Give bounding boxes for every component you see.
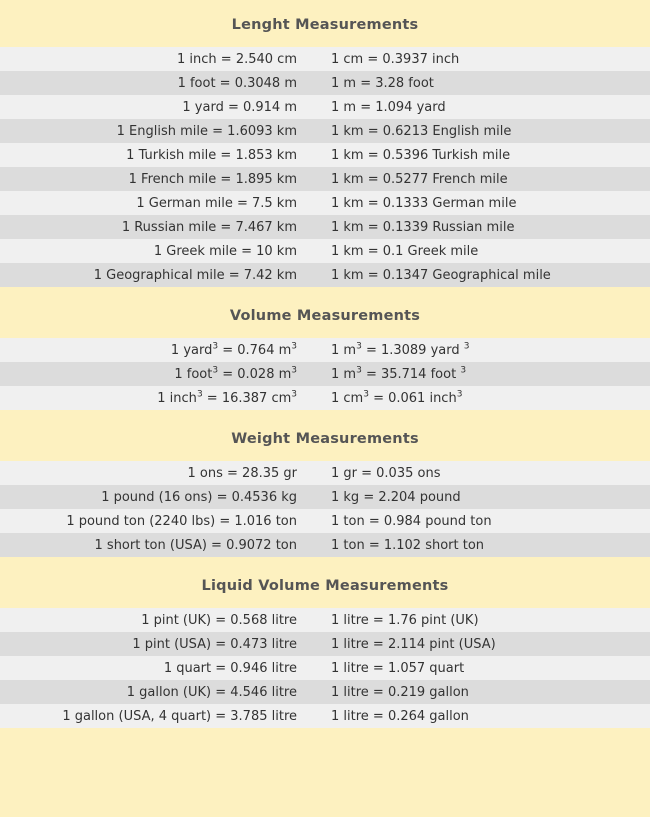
conversion-forward: 1 pound ton (2240 lbs) = 1.016 ton bbox=[0, 509, 325, 533]
conversion-forward: 1 gallon (UK) = 4.546 litre bbox=[0, 680, 325, 704]
conversion-forward: 1 inch = 2.540 cm bbox=[0, 47, 325, 71]
table-row bbox=[0, 362, 650, 386]
section-title: Weight Measurements bbox=[0, 414, 650, 461]
table-row bbox=[0, 167, 650, 191]
conversion-forward: 1 pint (USA) = 0.473 litre bbox=[0, 632, 325, 656]
conversion-forward: 1 foot$^3$ = 0.028 $m^3$ bbox=[0, 362, 325, 386]
conversion-table bbox=[0, 461, 650, 557]
conversion-reverse: 1 km = 0.6213 English mile bbox=[325, 119, 650, 143]
conversion-reverse: 1 litre = 1.057 quart bbox=[325, 656, 650, 680]
conversion-forward: 1 Geographical mile = 7.42 km bbox=[0, 263, 325, 287]
table-row bbox=[0, 632, 650, 656]
conversion-forward: 1 pound (16 ons) = 0.4536 kg bbox=[0, 485, 325, 509]
table-row bbox=[0, 656, 650, 680]
conversion-reverse: 1 km = 0.1333 German mile bbox=[325, 191, 650, 215]
conversion-forward: 1 inch$^3$ = 16.387 $cm^3$ bbox=[0, 386, 325, 410]
table-row bbox=[0, 386, 650, 410]
conversion-reverse: 1 ton = 0.984 pound ton bbox=[325, 509, 650, 533]
table-row bbox=[0, 119, 650, 143]
conversion-forward: 1 English mile = 1.6093 km bbox=[0, 119, 325, 143]
conversion-forward: 1 German mile = 7.5 km bbox=[0, 191, 325, 215]
conversion-reverse: 1 m = 3.28 foot bbox=[325, 71, 650, 95]
section-title: Lenght Measurements bbox=[0, 0, 650, 47]
table-row bbox=[0, 263, 650, 287]
conversion-reverse: 1 km = 0.1 Greek mile bbox=[325, 239, 650, 263]
conversion-forward: 1 Turkish mile = 1.853 km bbox=[0, 143, 325, 167]
conversion-forward: 1 ons = 28.35 gr bbox=[0, 461, 325, 485]
table-row bbox=[0, 47, 650, 71]
table-row bbox=[0, 680, 650, 704]
conversion-table bbox=[0, 608, 650, 728]
conversion-table bbox=[0, 338, 650, 410]
table-row bbox=[0, 533, 650, 557]
conversion-reverse: 1 kg = 2.204 pound bbox=[325, 485, 650, 509]
conversion-forward: 1 yard$^3$ = 0.764 $m^3$ bbox=[0, 338, 325, 362]
conversion-reverse: 1 $cm^3 = 0.061$ inch$^3$ bbox=[325, 386, 650, 410]
table-row bbox=[0, 143, 650, 167]
table-row bbox=[0, 461, 650, 485]
conversion-reverse: 1 m = 1.094 yard bbox=[325, 95, 650, 119]
conversion-table bbox=[0, 47, 650, 287]
conversion-reverse: 1 gr = 0.035 ons bbox=[325, 461, 650, 485]
section-title: Liquid Volume Measurements bbox=[0, 561, 650, 608]
conversion-forward: 1 quart = 0.946 litre bbox=[0, 656, 325, 680]
table-row bbox=[0, 71, 650, 95]
conversion-reverse: 1 litre = 0.264 gallon bbox=[325, 704, 650, 728]
conversion-reverse: 1 litre = 1.76 pint (UK) bbox=[325, 608, 650, 632]
conversion-reverse: 1 ton = 1.102 short ton bbox=[325, 533, 650, 557]
conversion-forward: 1 short ton (USA) = 0.9072 ton bbox=[0, 533, 325, 557]
conversion-forward: 1 Greek mile = 10 km bbox=[0, 239, 325, 263]
conversion-forward: 1 yard = 0.914 m bbox=[0, 95, 325, 119]
table-row bbox=[0, 485, 650, 509]
table-row bbox=[0, 95, 650, 119]
table-row bbox=[0, 608, 650, 632]
conversion-forward: 1 Russian mile = 7.467 km bbox=[0, 215, 325, 239]
table-row bbox=[0, 704, 650, 728]
conversion-reverse: 1 $m^3 = 1.3089$ yard $^3$ bbox=[325, 338, 650, 362]
conversion-forward: 1 gallon (USA, 4 quart) = 3.785 litre bbox=[0, 704, 325, 728]
conversion-reverse: 1 litre = 2.114 pint (USA) bbox=[325, 632, 650, 656]
table-row bbox=[0, 191, 650, 215]
conversion-forward: 1 pint (UK) = 0.568 litre bbox=[0, 608, 325, 632]
conversion-reverse: 1 cm = 0.3937 inch bbox=[325, 47, 650, 71]
conversion-reverse: 1 km = 0.5396 Turkish mile bbox=[325, 143, 650, 167]
conversion-reverse: 1 km = 0.1339 Russian mile bbox=[325, 215, 650, 239]
conversion-reverse: 1 km = 0.5277 French mile bbox=[325, 167, 650, 191]
conversion-forward: 1 foot = 0.3048 m bbox=[0, 71, 325, 95]
table-row bbox=[0, 509, 650, 533]
conversion-reverse: 1 $m^3 = 35.714$ foot $^3$ bbox=[325, 362, 650, 386]
conversion-reverse: 1 km = 0.1347 Geographical mile bbox=[325, 263, 650, 287]
conversion-reverse: 1 litre = 0.219 gallon bbox=[325, 680, 650, 704]
table-row bbox=[0, 215, 650, 239]
table-row bbox=[0, 338, 650, 362]
conversion-forward: 1 French mile = 1.895 km bbox=[0, 167, 325, 191]
table-row bbox=[0, 239, 650, 263]
section-title: Volume Measurements bbox=[0, 291, 650, 338]
